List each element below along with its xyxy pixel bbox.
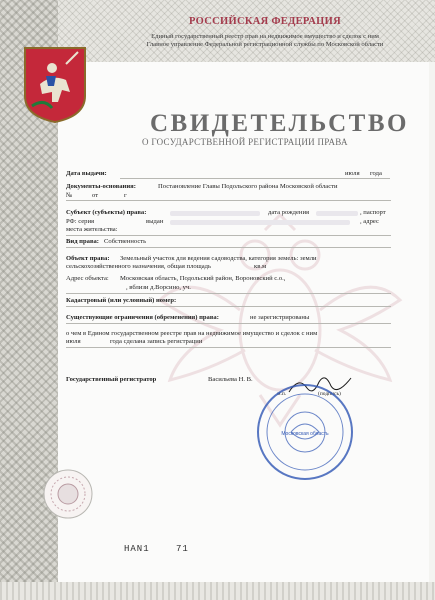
address-label: Адрес объекта:	[66, 275, 109, 282]
object-value-line1: Земельный участок для ведения садоводства, категория земель: земли	[120, 255, 317, 262]
stamp-center-text: Московская область	[281, 431, 329, 437]
issue-date-month: июля	[345, 170, 360, 177]
basis-docs-year-abbr: г	[124, 192, 127, 199]
document-subtitle: О ГОСУДАРСТВЕННОЙ РЕГИСТРАЦИИ ПРАВА	[142, 137, 348, 147]
subject-address-suffix: , адрес	[360, 218, 379, 225]
encumbrances-label: Существующие ограничения (обременения) права:	[66, 314, 219, 321]
subject-name-redacted	[170, 211, 260, 216]
basis-docs-line	[66, 200, 391, 201]
serial-series: НАN1	[124, 544, 150, 554]
serial-number: 71	[176, 544, 189, 554]
object-label: Объект права:	[66, 255, 110, 262]
basis-docs-no-label: №	[66, 192, 73, 199]
mp-label: м.п.	[277, 391, 287, 397]
registry-record-month: июля	[66, 338, 81, 345]
ornamental-border-bottom	[0, 582, 435, 600]
subject-series-label: РФ: серия	[66, 218, 95, 225]
address-value-line2: , вблизи д.Ворсино, уч.	[126, 284, 191, 291]
basis-docs-label: Документы-основания:	[66, 183, 136, 190]
signature-hint: (подпись)	[318, 391, 341, 397]
moscow-coat-of-arms-icon	[22, 46, 88, 124]
cadastral-label: Кадастровый (или условный) номер:	[66, 297, 177, 304]
address-value-line1: Московская область, Подольский район, Вороновский с.о.,	[120, 275, 286, 282]
right-type-line	[66, 247, 391, 248]
encumbrances-value: не зарегистрированы	[250, 314, 310, 321]
object-value-line2: сельскохозяйственного назначения, общая площадь	[66, 263, 212, 270]
subject-issued-label: выдан	[146, 218, 164, 225]
subject-birth-label: дата рождения	[268, 209, 310, 216]
right-type-value: Собственность	[104, 238, 147, 245]
subject-label: Субъект (субъекты) права:	[66, 209, 147, 216]
basis-docs-value: Постановление Главы Подольского района Московской области	[158, 183, 338, 190]
subject-residence-label: места жительства:	[66, 226, 118, 233]
registry-record-line2: года сделана запись регистрации	[110, 338, 203, 345]
subject-birth-redacted	[316, 211, 358, 216]
object-area-unit: кв.м	[254, 263, 267, 270]
issue-date-label: Дата выдачи:	[66, 170, 107, 177]
security-rosette-icon	[42, 468, 94, 520]
cadastral-line	[66, 306, 391, 307]
authority-header-line: Главное управление Федеральной регистрационной службы по Московской области	[146, 41, 384, 48]
address-line	[66, 293, 391, 294]
registry-record-line1: о чем в Едином государственном реестре прав на недвижимое имущество и сделок с ним	[66, 330, 318, 337]
issue-date-year-suffix: года	[370, 170, 382, 177]
official-round-stamp	[255, 382, 355, 482]
subject-passport-redacted	[170, 220, 350, 225]
registrar-name: Васильева Н. В.	[208, 376, 253, 383]
registrar-label: Государственный регистратор	[66, 376, 157, 383]
right-type-label: Вид права:	[66, 238, 99, 245]
encumbrances-line	[66, 323, 391, 324]
country-header: РОССИЙСКАЯ ФЕДЕРАЦИЯ	[189, 16, 341, 27]
basis-docs-from-label: от	[92, 192, 99, 199]
document-title: СВИДЕТЕЛЬСТВО	[150, 110, 409, 137]
registry-header-line: Единый государственный реестр прав на недвижимое имущество и сделок с ним	[151, 33, 379, 40]
subject-line	[66, 235, 391, 236]
subject-passport-label: , паспорт	[360, 209, 386, 216]
registry-record-line	[66, 347, 391, 348]
